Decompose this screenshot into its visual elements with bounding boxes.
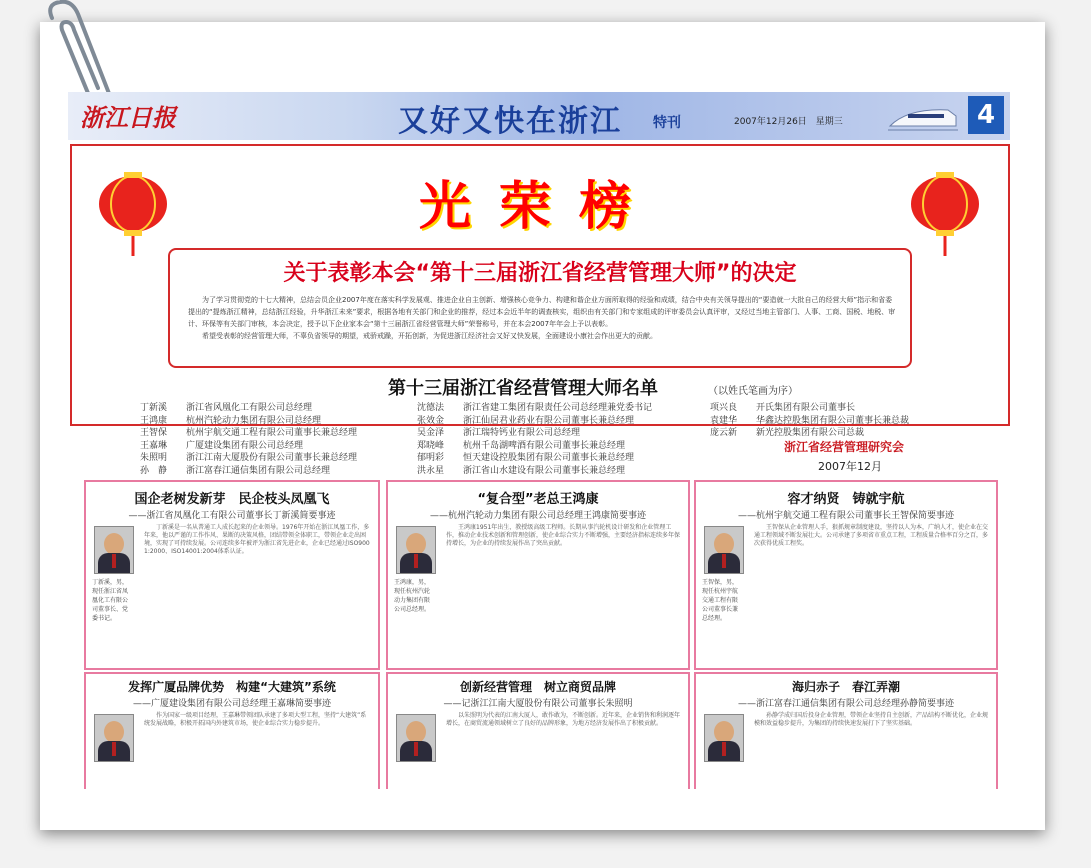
article-body: 王鸿康1951年出生，教授级高级工程师。长期从事汽轮机设计研发和企业管理工作，推动企业技术创新和管理创新，使企业综合实力不断增强，主要经济指标连续多年保持增长，为企业的持续发展作出了突出贡献。 [446,524,681,547]
issuer-date: 2007年12月 [818,460,882,473]
article-card [694,480,998,670]
decision-body [188,294,896,342]
article-subtitle: ——杭州宇航交通工程有限公司董事长王智保简要事迹 [737,511,954,521]
article-headline: 海归赤子 春江弄潮 [791,680,900,694]
article-subtitle: ——广厦建设集团有限公司总经理王嘉琳简要事迹 [132,699,331,709]
portrait-photo [704,714,744,762]
list-item: 孙 静 浙江富春江通信集团有限公司总经理 [140,465,331,476]
decision-title: 关于表彰本会“第十三届浙江省经营管理大师”的决定 [283,261,797,286]
portrait-photo [94,526,134,574]
special-edition-label: 特刊 [653,115,681,131]
article-headline: 容才纳贤 铸就宇航 [787,492,905,507]
photo-caption: 王智保，男，现任杭州宇航交通工程有限公司董事长兼总经理。 [702,579,739,622]
masthead-slogan: 又好又快在浙江 [398,104,622,139]
list-item: 郑晓峰 杭州千岛湖啤酒有限公司董事长兼总经理 [417,440,626,451]
photo-caption: 王鸿康，男，现任杭州汽轮动力集团有限公司总经理。 [394,579,431,613]
newspaper-logo: 浙江日报 [80,103,176,132]
list-item: 项兴良 开氏集团有限公司董事长 [710,403,856,413]
issue-date: 2007年12月26日 星期三 [734,117,843,127]
article-subtitle: ——浙江富春江通信集团有限公司总经理孙静简要事迹 [737,699,954,709]
list-item: 王智保 杭州宇航交通工程有限公司董事长兼总经理 [140,428,358,438]
article-headline: “复合型”老总王鸿康 [477,492,599,507]
awardee-list-title: 第十三届浙江省经营管理大师名单 [388,378,658,399]
article-card [84,672,380,789]
bullet-train-icon [888,92,958,140]
list-item: 郁明彩 恒天建设控股集团有限公司董事长兼总经理 [417,453,635,463]
list-item: 丁新溪 浙江省风凰化工有限公司总经理 [140,403,313,413]
article-headline: 发挥广厦品牌优势 构建“大建筑”系统 [128,680,336,694]
issuer-signature: 浙江省经营管理研究会 [784,440,905,454]
honor-roll-banner: 光荣榜 [418,176,659,237]
list-item: 张效金 浙江仙居君业药业有限公司董事长兼总经理 [417,415,635,426]
list-item: 袁建华 华鑫达控股集团有限公司董事长兼总裁 [710,415,910,426]
decision-paragraph: 为了学习贯彻党的十七大精神，总结会员企业2007年度在落实科学发展观、推进企业自主创新、增强核心竞争力、构建和谐企业方面所取得的经验和成绩，结合中央有关领导提出的“要造就一大批自己的经营大师”指示和省委提出的“提炼浙江精神，总结浙江经验，升华浙江未来”要求，根据各地有关部门和企业的推荐，经过本会近半年的调查核实，组织由有关部门和专家组成的评审委员会认真评审，又经过当地主管部门、人事、工商、国税、地税、审计、环保等有关部门审核，本会决定，授予以下企业家本会“第十三届浙江省经营管理大师”荣誉称号，并在本会2007年年会上予以表彰。 [188,296,896,328]
masthead [68,92,1010,140]
portrait-photo [94,714,134,762]
list-item: 洪永星 浙江省山水建设有限公司董事长兼总经理 [417,465,626,476]
decision-box [168,248,912,368]
article-subtitle: ——记浙江江南大厦股份有限公司董事长朱照明 [443,699,633,709]
awardee-list-note: （以姓氏笔画为序） [708,386,798,397]
article-card [84,480,380,670]
page-number: 4 [968,96,1004,134]
list-item: 沈德法 浙江省建工集团有限责任公司总经理兼党委书记 [417,403,653,413]
newspaper-page [68,92,1010,789]
decision-paragraph: 希望受表彰的经营管理大师，不辜负省领导的期望，戒骄戒躁，开拓创新，为促进浙江经济社会又好又快发展，全面建设小康社会作出更大的贡献。 [202,332,657,340]
list-item: 王嘉琳 广厦建设集团有限公司总经理 [140,440,304,451]
article-card [386,480,690,670]
list-item: 朱照明 浙江江南大厦股份有限公司董事长兼总经理 [140,453,358,463]
article-card [694,672,998,789]
portrait-photo [396,526,436,574]
portrait-photo [704,526,744,574]
photo-caption: 丁新溪，男，现任浙江省凤凰化工有限公司董事长、党委书记。 [92,579,129,622]
portrait-photo [396,714,436,762]
article-subtitle: ——浙江省凤凰化工有限公司董事长丁新溪简要事迹 [128,511,336,521]
article-headline: 创新经营管理 树立商贸品牌 [459,680,616,694]
article-headline: 国企老树发新芽 民企枝头凤凰飞 [134,492,330,507]
article-card [386,672,690,789]
list-item: 王鸿康 杭州汽轮动力集团有限公司总经理 [140,415,322,426]
article-body: 作为国家一级项目经理，王嘉琳带领团队承建了多项大型工程，坚持“大建筑”系统发展战略，积极开拓国内外建筑市场，使企业综合实力稳步提升。 [144,712,367,727]
article-body: 孙静学成归国后投身企业管理，带领企业坚持自主创新，产品结构不断优化，企业规模和效益稳步提升，为集团的持续快速发展打下了坚实基础。 [754,712,989,727]
list-item: 吴金泽 浙江瑞特钙业有限公司总经理 [417,428,581,438]
article-body: 王智保从企业管理人手，狠抓规章制度建设，坚持以人为本，广纳人才，使企业在交通工程领域不断发展壮大。公司承建了多项省市重点工程，工程质量合格率百分之百，多次获得优质工程奖。 [754,524,989,547]
article-body: 以朱照明为代表的江南大厦人，敢作敢为，不断创新。近年来，企业销售和利润逐年增长，在商贸流通领域树立了良好的品牌形象，为地方经济发展作出了积极贡献。 [446,712,681,727]
list-item: 庞云新 新光控股集团有限公司总裁 [710,428,865,438]
article-subtitle: ——杭州汽轮动力集团有限公司总经理王鸿康简要事迹 [429,511,646,521]
article-body: 丁新溪是一名从普通工人成长起来的企业领导。1976年开始在浙江凤凰工作，多年来，他以严谨的工作作风、果断的决策风格，团结带领全体职工，带领企业走出困境，实现了可持续发展。公司连续多年被评为浙江省先进企业，企业已经通过ISO9001:2000、ISO14001:2004体系认证。 [144,524,370,555]
